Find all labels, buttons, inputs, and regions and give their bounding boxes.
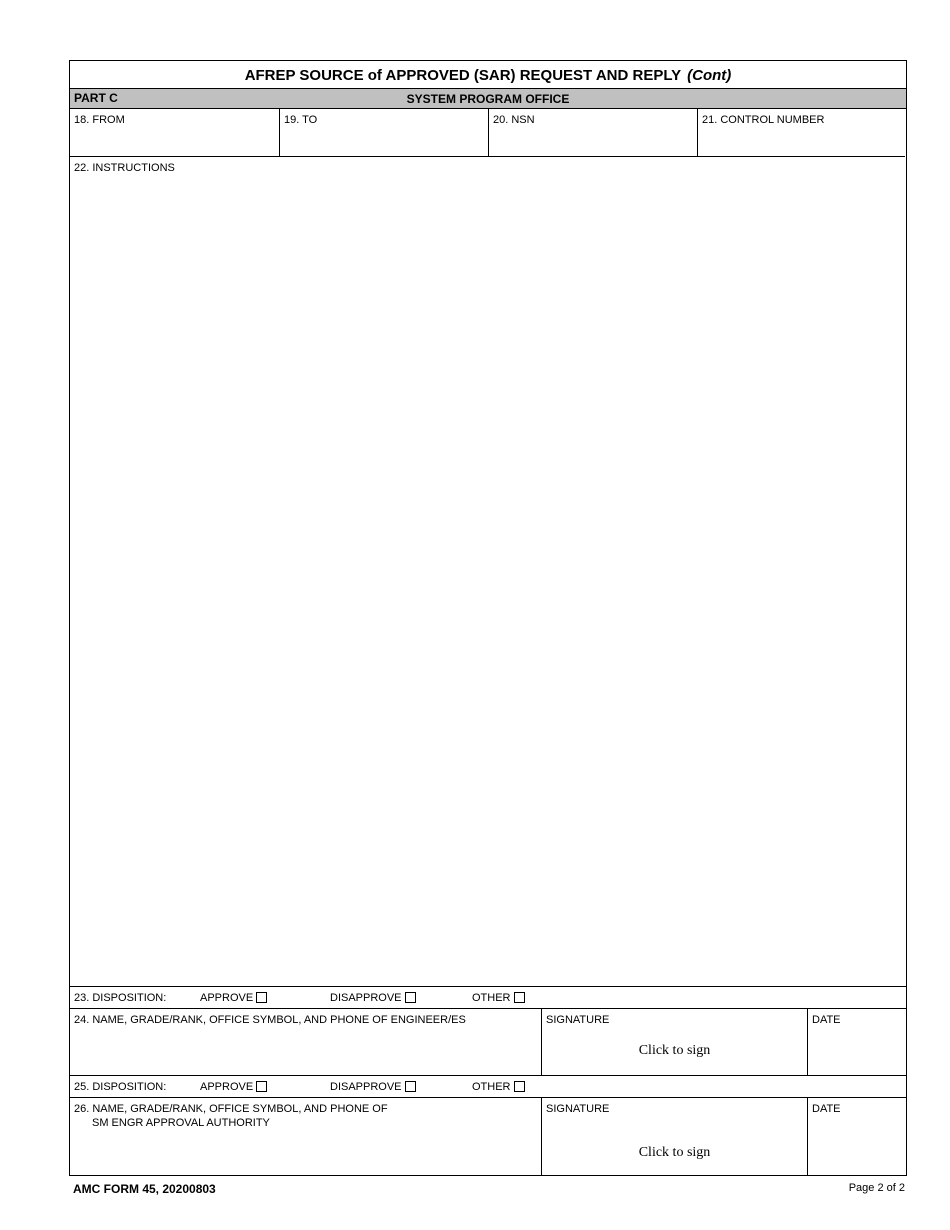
form-title: AFREP SOURCE of APPROVED (SAR) REQUEST AND REPLY: [244, 67, 682, 84]
other-option-23[interactable]: [472, 992, 525, 1004]
form-title-row: [70, 61, 906, 89]
form-container: [69, 60, 907, 1176]
authority-name-label: 26. NAME, GRADE/RANK, OFFICE SYMBOL, AND PHONE OF: [74, 1103, 388, 1115]
authority-signature-field[interactable]: [542, 1098, 808, 1175]
disposition-23-label: 23. DISPOSITION:: [74, 992, 167, 1004]
control-number-field[interactable]: [698, 109, 905, 157]
nsn-field[interactable]: [489, 109, 698, 157]
from-label: 18. FROM: [74, 114, 125, 126]
approve-checkbox[interactable]: [256, 992, 267, 1003]
approve-option-25[interactable]: [200, 1081, 267, 1093]
page-number: Page 2 of 2: [848, 1182, 905, 1194]
disapprove-checkbox[interactable]: [405, 1081, 416, 1092]
authority-name-label-line2: SM ENGR APPROVAL AUTHORITY: [92, 1117, 270, 1129]
engineer-signature-field[interactable]: [542, 1009, 808, 1075]
approve-option-23[interactable]: [200, 992, 267, 1004]
other-option-25[interactable]: [472, 1081, 525, 1093]
from-field[interactable]: [70, 109, 280, 157]
approve-checkbox[interactable]: [256, 1081, 267, 1092]
engineer-date-label: DATE: [812, 1014, 841, 1026]
authority-signature-label: SIGNATURE: [546, 1103, 610, 1115]
other-checkbox[interactable]: [514, 992, 525, 1003]
approve-label: APPROVE: [200, 992, 254, 1004]
form-title-suffix: (Cont): [687, 67, 732, 84]
disapprove-checkbox[interactable]: [405, 992, 416, 1003]
engineer-row: [70, 1009, 906, 1076]
authority-date-field[interactable]: [808, 1098, 905, 1175]
disapprove-label: DISAPPROVE: [330, 992, 402, 1004]
disposition-row-25: [70, 1076, 906, 1098]
engineer-click-to-sign[interactable]: Click to sign: [638, 1043, 711, 1058]
authority-name-field[interactable]: [70, 1098, 542, 1175]
control-number-label: 21. CONTROL NUMBER: [702, 114, 825, 126]
nsn-label: 20. NSN: [493, 114, 535, 126]
other-label: OTHER: [472, 1081, 511, 1093]
form-id: AMC FORM 45, 20200803: [73, 1182, 216, 1196]
part-title: SYSTEM PROGRAM OFFICE: [406, 92, 570, 106]
engineer-date-field[interactable]: [808, 1009, 905, 1075]
authority-date-label: DATE: [812, 1103, 841, 1115]
part-header: [70, 89, 906, 109]
authority-row: [70, 1098, 906, 1175]
part-label: PART C: [74, 91, 118, 105]
authority-click-to-sign[interactable]: Click to sign: [638, 1145, 711, 1160]
to-label: 19. TO: [284, 114, 318, 126]
disapprove-option-23[interactable]: [330, 992, 416, 1004]
engineer-signature-label: SIGNATURE: [546, 1014, 610, 1026]
other-checkbox[interactable]: [514, 1081, 525, 1092]
engineer-name-field[interactable]: [70, 1009, 542, 1075]
disposition-row-23: [70, 987, 906, 1009]
instructions-field[interactable]: [70, 157, 906, 987]
to-field[interactable]: [280, 109, 489, 157]
instructions-label: 22. INSTRUCTIONS: [74, 162, 175, 174]
disapprove-label: DISAPPROVE: [330, 1081, 402, 1093]
disapprove-option-25[interactable]: [330, 1081, 416, 1093]
disposition-25-label: 25. DISPOSITION:: [74, 1081, 167, 1093]
approve-label: APPROVE: [200, 1081, 254, 1093]
other-label: OTHER: [472, 992, 511, 1004]
engineer-name-label: 24. NAME, GRADE/RANK, OFFICE SYMBOL, AND PHONE OF ENGINEER/ES: [74, 1014, 466, 1026]
